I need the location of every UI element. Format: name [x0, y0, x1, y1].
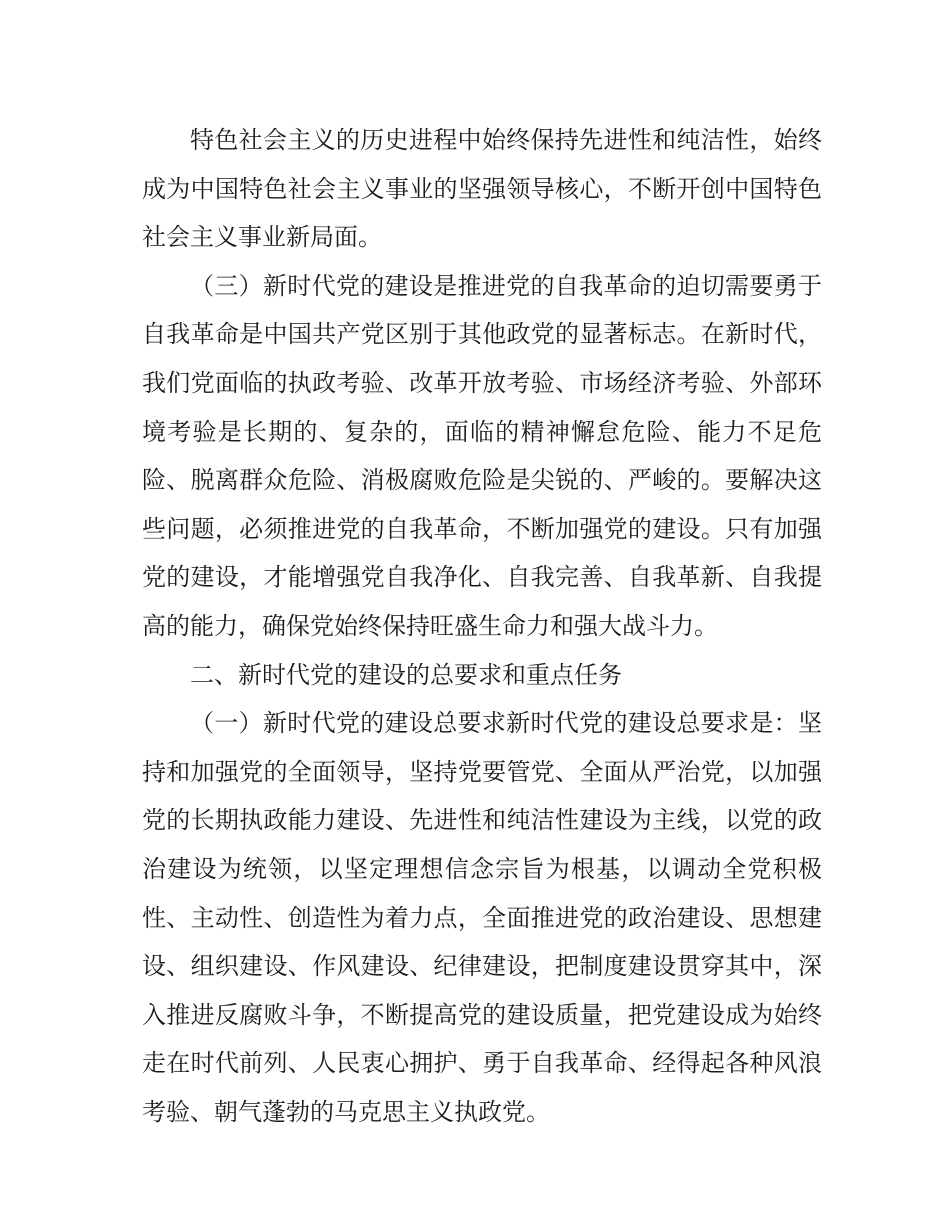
paragraph-general-requirements: （一）新时代党的建设总要求新时代党的建设总要求是：坚持和加强党的全面领导，坚持党要管党、全面从严治党，以加强党的长期执政能力建设、先进性和纯洁性建设为主线，以党的政治建设为统领，以坚定理想信念宗旨为根基，以调动全党积极性、主动性、创造性为着力点，全面推进党的政治建设、思想建设、组织建设、作风建设、纪律建设，把制度建设贯穿其中，深入推进反腐败斗争，不断提高党的建设质量，把党建设成为始终走在时代前列、人民衷心拥护、勇于自我革命、经得起各种风浪考验、朝气蓬勃的马克思主义执政党。 — [142, 709, 822, 1126]
document-body — [142, 116, 822, 1136]
paragraph-continuation: 特色社会主义的历史进程中始终保持先进性和纯洁性，始终成为中国特色社会主义事业的坚强领导核心，不断开创中国特色社会主义事业新局面。 — [142, 126, 822, 252]
section-heading: 二、新时代党的建设的总要求和重点任务 — [190, 660, 622, 689]
paragraph-section-three: （三）新时代党的建设是推进党的自我革命的迫切需要勇于自我革命是中国共产党区别于其他政党的显著标志。在新时代，我们党面临的执政考验、改革开放考验、市场经济考验、外部环境考验是长期的、复杂的，面临的精神懈怠危险、能力不足危险、脱离群众危险、消极腐败危险是尖锐的、严峻的。要解决这些问题，必须推进党的自我革命，不断加强党的建设。只有加强党的建设，才能增强党自我净化、自我完善、自我革新、自我提高的能力，确保党始终保持旺盛生命力和强大战斗力。 — [142, 271, 822, 640]
